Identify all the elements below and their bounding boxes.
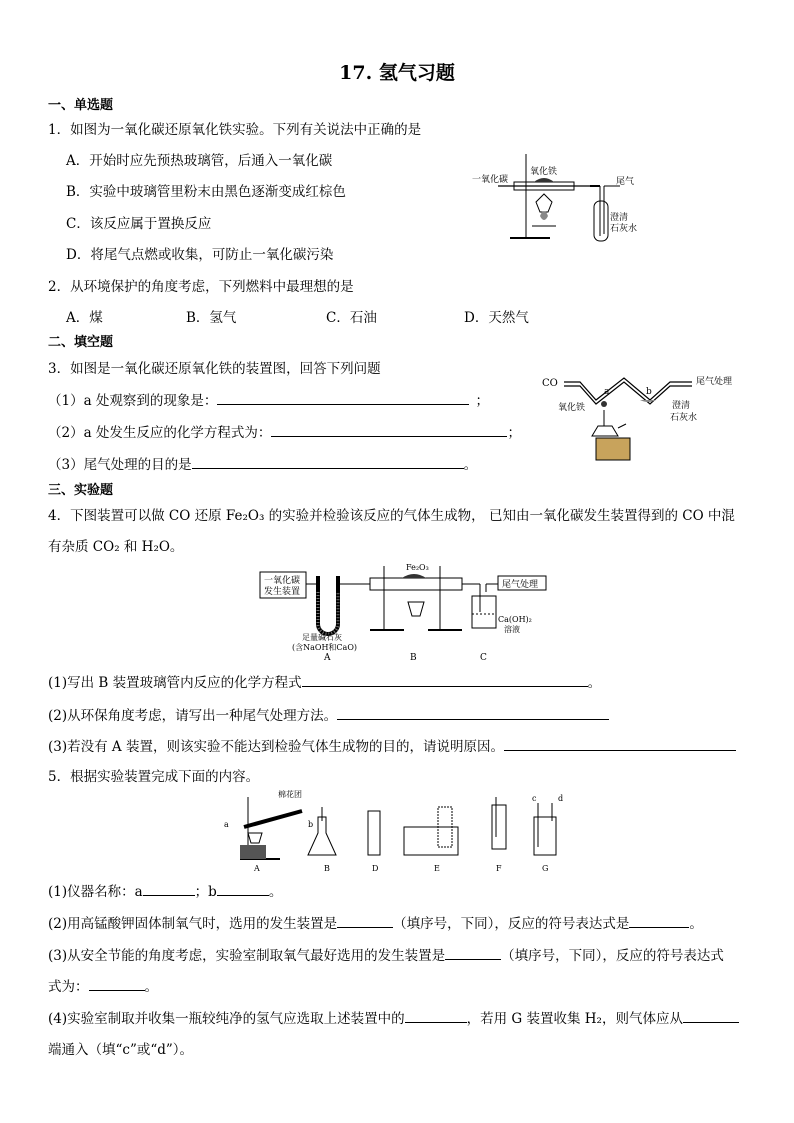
svg-text:G: G <box>542 864 549 873</box>
question-2-option-c: C．石油 <box>326 310 377 326</box>
svg-text:澄清: 澄清 <box>610 213 629 223</box>
svg-text:溶液: 溶液 <box>504 625 520 634</box>
svg-text:b: b <box>646 387 652 397</box>
svg-text:尾气: 尾气 <box>616 177 635 187</box>
answer-blank-a[interactable] <box>143 881 195 896</box>
svg-text:F: F <box>496 864 502 873</box>
svg-text:尾气处理: 尾气处理 <box>696 377 733 387</box>
question-4-apparatus-figure <box>258 562 550 662</box>
question-5-part-4: (4)实验室制取并收集一瓶较纯净的氢气应选取上述装置中的 ，若用 G 装置收集 H₂，则气体应从 <box>48 1007 739 1027</box>
answer-blank[interactable] <box>337 705 609 720</box>
svg-text:石灰水: 石灰水 <box>670 413 698 423</box>
question-1-stem: 1．如图为一氧化碳还原氧化铁实验。下列有关说法中正确的是 <box>48 122 422 138</box>
question-5-apparatus-figure <box>220 787 580 873</box>
svg-text:棉花团: 棉花团 <box>278 790 302 799</box>
svg-text:A: A <box>324 653 331 662</box>
question-2-option-d: D．天然气 <box>464 310 529 326</box>
svg-text:a: a <box>604 387 610 397</box>
svg-text:B: B <box>324 864 330 873</box>
question-3-stem: 3．如图是一氧化碳还原氧化铁的装置图，回答下列问题 <box>48 361 381 377</box>
question-5-part-1: (1)仪器名称：a ；b 。 <box>48 880 282 900</box>
question-5-stem: 5．根据实验装置完成下面的内容。 <box>48 769 260 785</box>
question-3-part-3: （3）尾气处理的目的是 。 <box>48 453 477 473</box>
answer-blank[interactable] <box>192 454 464 469</box>
answer-blank[interactable] <box>217 390 469 405</box>
question-5-part-2: (2)用高锰酸钾固体制氧气时，选用的发生装置是 （填序号，下同），反应的符号表达式是 。 <box>48 912 703 932</box>
answer-blank[interactable] <box>271 422 507 437</box>
question-4-stem-line-2: 有杂质 CO₂ 和 H₂O。 <box>48 539 184 555</box>
svg-text:一氧化碳: 一氧化碳 <box>264 576 301 586</box>
question-3-part-2: （2）a 处发生反应的化学方程式为： ； <box>48 421 521 441</box>
question-3-apparatus-figure <box>540 370 760 466</box>
answer-blank[interactable] <box>337 913 393 928</box>
question-3-part-1: （1）a 处观察到的现象是： ； <box>48 389 489 409</box>
svg-text:足量碱石灰: 足量碱石灰 <box>302 633 342 642</box>
question-1-apparatus-figure <box>470 146 670 246</box>
question-1-option-b: B．实验中玻璃管里粉末由黑色逐渐变成红棕色 <box>66 184 346 200</box>
svg-text:(含NaOH和CaO): (含NaOH和CaO) <box>292 643 357 652</box>
question-4-part-1: (1)写出 B 装置玻璃管内反应的化学方程式 。 <box>48 671 601 691</box>
answer-blank[interactable] <box>89 976 145 991</box>
section-heading-experiment: 三、实验题 <box>48 483 114 498</box>
answer-blank[interactable] <box>504 736 736 751</box>
answer-blank[interactable] <box>445 945 501 960</box>
question-2-option-a: A．煤 <box>66 310 103 326</box>
answer-blank-b[interactable] <box>217 881 269 896</box>
svg-text:氧化铁: 氧化铁 <box>530 167 558 177</box>
question-1-option-a: A．开始时应先预热玻璃管，后通入一氧化碳 <box>66 153 333 169</box>
svg-text:c: c <box>532 794 537 803</box>
question-1-option-d: D．将尾气点燃或收集，可防止一氧化碳污染 <box>66 247 334 263</box>
section-heading-single-choice: 一、单选题 <box>48 98 114 113</box>
page-title: 17. 氢气习题 <box>339 62 455 84</box>
svg-text:A: A <box>254 864 260 873</box>
svg-text:d: d <box>558 794 564 803</box>
question-5-part-4-cont: 端通入（填“c”或“d”）。 <box>48 1042 194 1058</box>
question-1-option-c: C．该反应属于置换反应 <box>66 216 212 232</box>
svg-text:C: C <box>480 653 487 662</box>
svg-text:CO: CO <box>542 378 558 389</box>
svg-text:尾气处理: 尾气处理 <box>502 580 539 590</box>
question-4-part-2: (2)从环保角度考虑，请写出一种尾气处理方法。 <box>48 704 609 724</box>
question-2-option-b: B．氢气 <box>186 310 237 326</box>
svg-text:b: b <box>308 820 314 829</box>
section-heading-fill-in: 二、填空题 <box>48 335 114 350</box>
svg-text:a: a <box>224 820 229 829</box>
question-2-stem: 2．从环境保护的角度考虑，下列燃料中最理想的是 <box>48 279 354 295</box>
svg-text:氧化铁: 氧化铁 <box>558 403 586 413</box>
question-4-stem-line-1: 4．下图装置可以做 CO 还原 Fe₂O₃ 的实验并检验该反应的气体生成物， 已知由一氧化碳发生装置得到的 CO 中混 <box>48 508 735 524</box>
question-4-part-3: (3)若没有 A 装置，则该实验不能达到检验气体生成物的目的，请说明原因。 <box>48 735 736 755</box>
svg-text:Fe₂O₃: Fe₂O₃ <box>406 563 429 572</box>
answer-blank[interactable] <box>302 672 588 687</box>
svg-text:发生装置: 发生装置 <box>264 587 301 597</box>
svg-text:澄清: 澄清 <box>672 401 691 411</box>
question-5-part-3: (3)从安全节能的角度考虑，实验室制取氧气最好选用的发生装置是 （填序号，下同），反应的符号表达式 <box>48 944 724 964</box>
svg-text:一氧化碳: 一氧化碳 <box>472 175 509 185</box>
svg-text:E: E <box>434 864 440 873</box>
svg-text:B: B <box>410 653 417 662</box>
svg-text:D: D <box>372 864 379 873</box>
question-5-part-3-cont: 式为： 。 <box>48 975 158 995</box>
svg-text:Ca(OH)₂: Ca(OH)₂ <box>498 615 532 624</box>
svg-text:石灰水: 石灰水 <box>610 224 638 234</box>
answer-blank[interactable] <box>629 913 689 928</box>
answer-blank[interactable] <box>683 1008 739 1023</box>
answer-blank[interactable] <box>405 1008 467 1023</box>
